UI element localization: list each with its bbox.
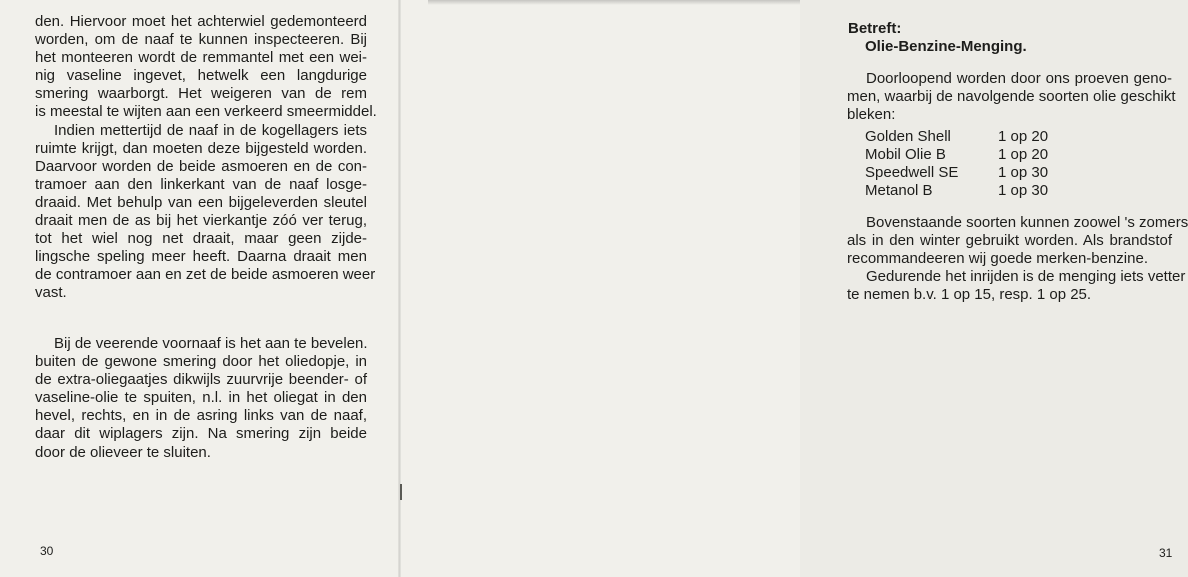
left-paragraph-2-line: Indien mettertijd de naaf in de kogellagers iets [54, 121, 367, 139]
left-paragraph-3-line: buiten de gewone smering door het oliedopje, in [35, 353, 367, 371]
page-number-left: 30 [40, 544, 54, 558]
oil-name: Mobil Olie B [865, 146, 946, 163]
left-paragraph-2 [35, 121, 376, 303]
oil-table-row [865, 182, 1085, 200]
left-paragraph-2-line: Daarvoor worden de beide asmoeren en de con- [35, 157, 367, 175]
left-paragraph-2-line: vast. [35, 284, 67, 302]
oil-ratio: 1 op 20 [998, 128, 1049, 145]
left-paragraph-2-line: de contramoer aan en zet de beide asmoeren weer [35, 266, 376, 284]
left-paragraph-1-line: worden, om de naaf te kunnen inspecteeren. Bij [35, 31, 367, 49]
oil-name: Metanol B [865, 182, 933, 199]
right-page [400, 0, 1188, 577]
right-paragraph-1-line: Doorloopend worden door ons proeven geno- [866, 70, 1172, 87]
right-paragraph-3 [847, 268, 1186, 304]
oil-ratio: 1 op 20 [998, 146, 1049, 163]
heading-title: Olie-Benzine-Menging. [865, 38, 1027, 55]
right-paragraph-2-line: als in den winter gebruikt worden. Als brandstof [847, 232, 1172, 250]
left-paragraph-1-line: het monteeren wordt de remmantel met een wei- [35, 49, 367, 67]
right-paragraph-3-line: Gedurende het inrijden is de menging iets vetter [866, 268, 1186, 285]
left-paragraph-2-line: ruimte krijgt, dan moeten deze bijgesteld worden. [35, 139, 367, 157]
left-paragraph-2-line: tramoer aan den linkerkant van de naaf losge- [35, 175, 367, 193]
oil-ratio: 1 op 30 [998, 164, 1049, 181]
right-heading [848, 20, 1168, 56]
oil-table-row [865, 146, 1085, 164]
oil-name: Golden Shell [865, 128, 951, 145]
right-paragraph-2 [847, 214, 1188, 268]
oil-mix-table [865, 128, 1085, 200]
left-paragraph-2-line: draait men de as bij het vierkantje zóó ver terug, [35, 212, 367, 230]
left-paragraph-2-line: lingsche speling meer heeft. Daarna draait men [35, 248, 367, 266]
oil-table-row [865, 128, 1085, 146]
left-paragraph-1-line: nig vaseline ingevet, hetwelk een langdurige [35, 67, 367, 85]
left-paragraph-1 [35, 13, 377, 122]
page-number-right: 31 [1159, 546, 1173, 560]
right-paragraph-1-line: bleken: [847, 106, 896, 124]
right-paragraph-2-line: recommandeeren wij goede merken-benzine. [847, 250, 1148, 268]
right-paragraph-1 [847, 70, 1176, 124]
heading-label: Betreft: [848, 20, 902, 37]
left-paragraph-1-line: den. Hiervoor moet het achterwiel gedemonteerd [35, 13, 367, 30]
right-paragraph-3-line: te nemen b.v. 1 op 15, resp. 1 op 25. [847, 286, 1092, 304]
left-paragraph-2-line: draaid. Met behulp van een bijgeleverden sleutel [35, 193, 367, 211]
left-paragraph-1-line: is meestal te wijten aan een verkeerd smeermiddel. [35, 103, 377, 121]
oil-name: Speedwell SE [865, 164, 959, 181]
left-paragraph-3 [35, 335, 367, 462]
left-paragraph-1-line: smering waarborgt. Het weigeren van de rem [35, 85, 367, 103]
right-paragraph-1-line: men, waarbij de navolgende soorten olie geschikt [847, 88, 1176, 106]
left-paragraph-3-line: vaseline-olie te spuiten, n.l. in het oliegat in den [35, 389, 367, 407]
left-paragraph-3-line: door de olieveer te sluiten. [35, 443, 211, 461]
right-paragraph-2-line: Bovenstaande soorten kunnen zoowel 's zomers [866, 214, 1188, 231]
left-paragraph-3-line: hevel, rechts, en in de asring links van de naaf, [35, 407, 367, 425]
left-page-text [35, 13, 377, 303]
left-paragraph-3-line: de extra-oliegaatjes dikwijls zuurvrije beender- of [35, 371, 367, 389]
oil-table-row [865, 164, 1085, 182]
oil-ratio: 1 op 30 [998, 182, 1049, 199]
left-paragraph-2-line: tot het wiel nog net draait, maar geen zijde- [35, 230, 367, 248]
left-paragraph-3-line: Bij de veerende voornaaf is het aan te bevelen. [54, 335, 368, 352]
left-paragraph-3-line: daar dit wiplagers zijn. Na smering zijn beide [35, 425, 367, 443]
left-page [0, 0, 400, 577]
